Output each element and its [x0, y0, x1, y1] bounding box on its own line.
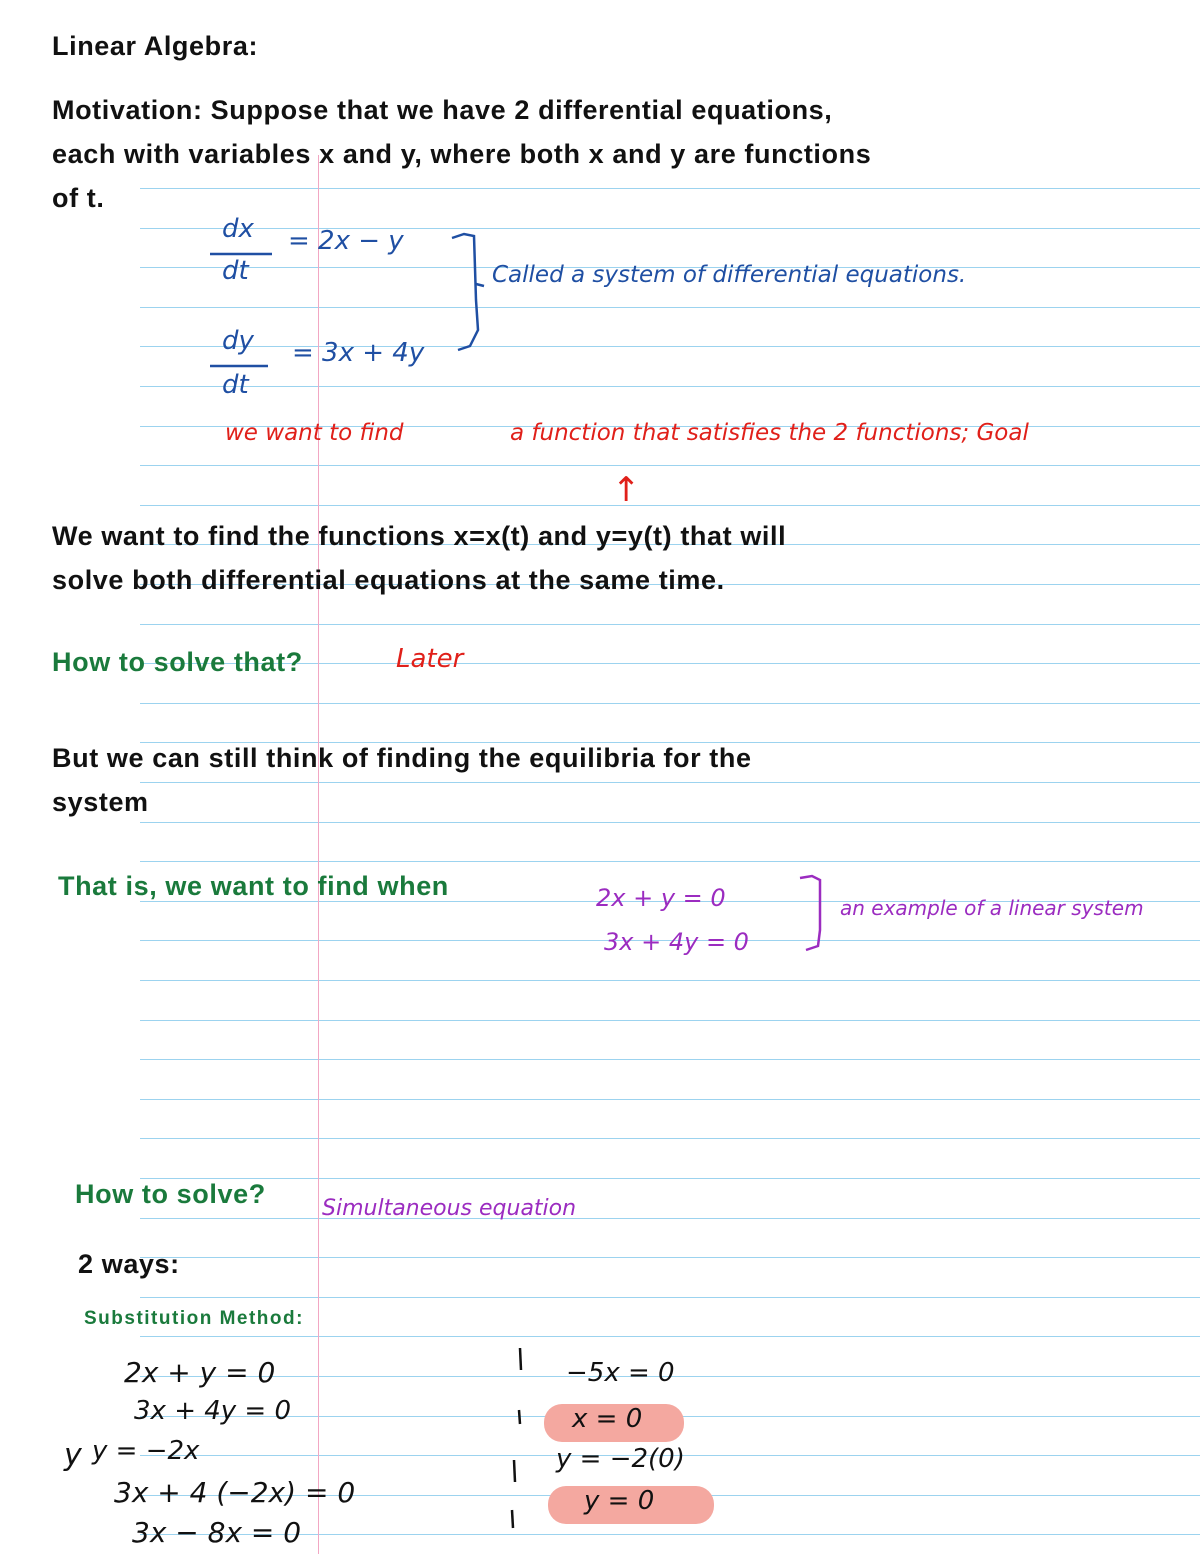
- linear-system-note: an example of a linear system: [840, 896, 1144, 920]
- that-is-eq1: 2x + y = 0: [596, 884, 726, 912]
- sub-right-line-3: y = −2(0): [556, 1444, 685, 1474]
- ruled-line: [140, 386, 1200, 387]
- ruled-line: [140, 505, 1200, 506]
- ruled-line: [140, 188, 1200, 189]
- two-ways: 2 ways:: [78, 1249, 180, 1279]
- ruled-line: [140, 624, 1200, 625]
- eq2-numerator: dy: [222, 326, 254, 356]
- ruled-line: [140, 1020, 1200, 1021]
- eq1-numerator: dx: [222, 214, 254, 244]
- divider-tick-2: [519, 1410, 520, 1424]
- ruled-line: [140, 465, 1200, 466]
- ruled-line: [140, 980, 1200, 981]
- ruled-line: [140, 1059, 1200, 1060]
- linear-system-brace: [800, 876, 820, 950]
- eq1-denominator: dt: [222, 256, 249, 286]
- want-line-2: solve both differential equations at the same time.: [52, 565, 725, 595]
- ruled-line: [140, 1257, 1200, 1258]
- ruled-line: [140, 1178, 1200, 1179]
- equilibria-line-1: But we can still think of finding the equilibria for the: [52, 743, 752, 773]
- motivation-line-1: Motivation: Suppose that we have 2 differential equations,: [52, 95, 833, 125]
- ruled-line: [140, 861, 1200, 862]
- page-title: Linear Algebra:: [52, 31, 259, 61]
- ruled-line: [140, 782, 1200, 783]
- ruled-line: [140, 703, 1200, 704]
- ruled-line: [140, 1138, 1200, 1139]
- up-arrow-icon: ↑: [612, 470, 641, 510]
- divider-tick-4: [512, 1510, 513, 1528]
- divider-tick-1: [520, 1348, 521, 1370]
- sub-right-line-4: y = 0: [584, 1486, 655, 1516]
- eq1-rhs: = 2x − y: [288, 226, 404, 256]
- sub-left-line-5: 3x − 8x = 0: [132, 1516, 302, 1549]
- ruled-line: [140, 307, 1200, 308]
- how-solve-that-question: How to solve that?: [52, 647, 303, 677]
- ruled-line: [140, 1099, 1200, 1100]
- sub-left-line-1: 2x + y = 0: [124, 1356, 276, 1389]
- want-line-1: We want to find the functions x=x(t) and y=y(t) that will: [52, 521, 787, 551]
- substitution-heading: Substitution Method:: [84, 1308, 304, 1329]
- how-solve-that-answer: Later: [396, 644, 464, 674]
- system-brace-note: Called a system of differential equations.: [492, 262, 967, 288]
- divider-tick-3: [514, 1460, 515, 1482]
- ruled-line: [140, 1297, 1200, 1298]
- that-is-eq2: 3x + 4y = 0: [604, 928, 749, 956]
- system-brace-tip: [476, 284, 484, 286]
- ruled-line: [140, 1336, 1200, 1337]
- sub-left-line-4: 3x + 4 (−2x) = 0: [114, 1476, 356, 1509]
- equilibria-line-2: system: [52, 787, 149, 817]
- eq2-denominator: dt: [222, 370, 249, 400]
- how-to-solve-answer: Simultaneous equation: [322, 1196, 577, 1221]
- sub-right-line-1: −5x = 0: [566, 1358, 675, 1388]
- eq2-rhs: = 3x + 4y: [292, 338, 425, 368]
- motivation-line-2: each with variables x and y, where both x and y are functions: [52, 139, 872, 169]
- sub-left-line-2: 3x + 4y = 0: [134, 1396, 292, 1426]
- that-is-text: That is, we want to find when: [58, 871, 449, 901]
- motivation-line-3: of t.: [52, 183, 105, 213]
- sub-left-prefix: y: [64, 1438, 82, 1473]
- red-note-right: a function that satisfies the 2 functions; Goal: [510, 420, 1029, 446]
- ruled-line: [140, 822, 1200, 823]
- red-note-left: we want to find: [225, 420, 404, 446]
- sub-right-line-2: x = 0: [572, 1404, 643, 1434]
- ruled-line: [140, 1218, 1200, 1219]
- how-to-solve-question: How to solve?: [75, 1179, 266, 1209]
- sub-left-line-3: y = −2x: [92, 1436, 200, 1466]
- system-brace: [452, 234, 478, 350]
